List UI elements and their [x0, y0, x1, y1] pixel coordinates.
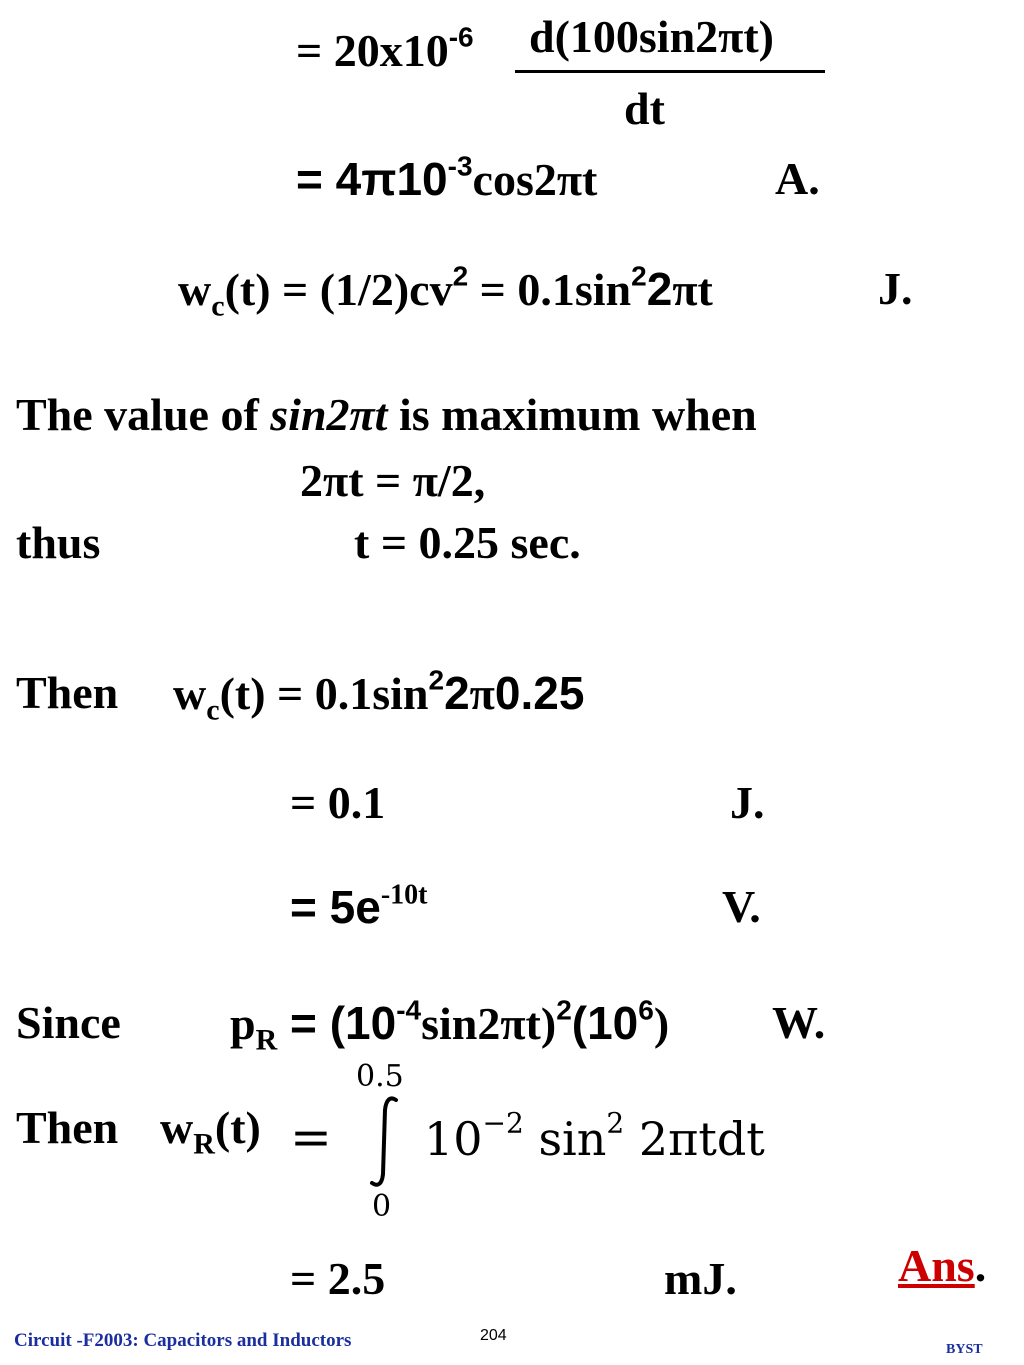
eq1-prefix: = $20x10^{-6}$	[296, 21, 474, 76]
page-number: 204	[480, 1327, 507, 1344]
eq11-lhs: $w_R(t)$	[160, 1102, 261, 1161]
answer-label: Ans.	[898, 1240, 987, 1291]
eq9: = $5e^{-10t}$	[290, 879, 428, 933]
eq3-unit: J.	[878, 263, 913, 314]
eq12-unit: mJ.	[664, 1253, 737, 1304]
integrand: $10^{-2}$ $\sin^2 2\pi tdt$	[424, 1106, 765, 1166]
eq8: = 0.1	[290, 777, 386, 828]
footer-course: Circuit -F2003: Capacitors and Inductors	[14, 1330, 352, 1351]
eq7: $w_c(t) = 0.1\sin^22\pi 0.25$	[173, 664, 585, 727]
eq2: = $4\pi 10^{-3}\cos 2\pi t$	[296, 150, 598, 205]
eq11-equals: =	[290, 1108, 332, 1166]
integral-upper-limit: 0.5	[356, 1059, 404, 1094]
footer-author: BYST	[946, 1342, 983, 1357]
eq5: 2πt = π/2,	[300, 455, 486, 506]
text-max-statement: The value of sin2πt is maximum when	[16, 389, 757, 440]
eq12: = 2.5	[290, 1253, 386, 1304]
label-then: Then	[16, 667, 119, 718]
fraction-bar	[515, 70, 825, 73]
eq10-unit: W.	[772, 997, 826, 1048]
eq8-unit: J.	[730, 777, 765, 828]
label-thus: thus	[16, 517, 101, 568]
eq10-power-resistor: $p_R = (10^{-4}\sin 2\pi t)^2(10^6)$	[230, 994, 670, 1057]
label-then-2: Then	[16, 1102, 119, 1153]
eq3-energy-capacitor: $w_c(t) = (1/2)cv^2 = 0.1\sin^22\pi t$	[178, 260, 713, 323]
label-since: Since	[16, 997, 121, 1048]
eq2-unit: A.	[775, 153, 820, 204]
integral-sign-icon	[366, 1094, 406, 1190]
eq6: t = 0.25 sec.	[354, 517, 581, 568]
eq1-numerator: d(100sin2πt)	[529, 11, 775, 62]
eq9-unit: V.	[722, 881, 761, 932]
eq1-denominator: dt	[624, 83, 665, 134]
integral-lower-limit: 0	[372, 1189, 392, 1224]
